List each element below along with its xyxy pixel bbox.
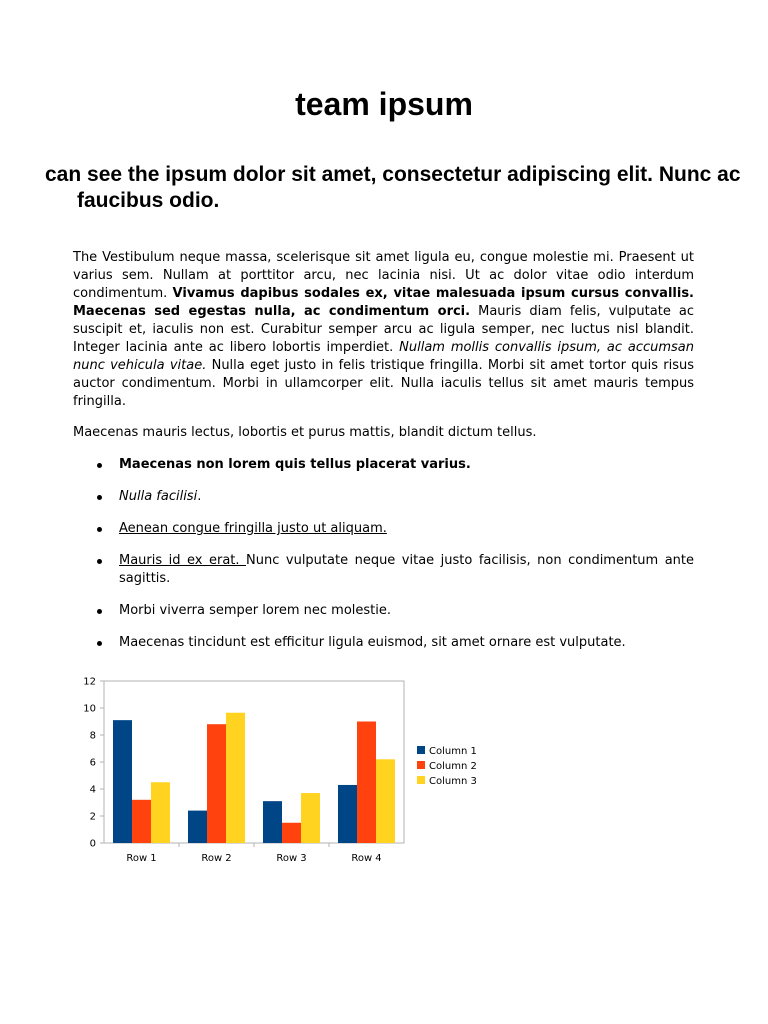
bar-4-2 (357, 722, 376, 844)
bar-4-1 (338, 785, 357, 843)
bullet-dot-icon (97, 609, 102, 614)
y-tick-label: 4 (89, 784, 96, 796)
bar-3-1 (263, 801, 282, 843)
paragraph-1-italic-text: Nullam mollis convallis ipsum, ac accumsan nunc vehicula vitae. (73, 340, 694, 373)
legend-swatch (417, 776, 425, 784)
x-category-label: Row 2 (201, 853, 232, 864)
y-tick-label: 6 (89, 757, 96, 769)
chart-bars (113, 713, 395, 843)
paragraph-1-text-c: Nulla eget justo in felis tristique fringilla. Morbi sit amet tortor quis risus auctor condimentum. Morbi in ullamcorper elit. Nulla iaculis tellus sit amet mauris tempus fringilla. (73, 358, 695, 409)
legend-label: Column 3 (429, 776, 477, 787)
bullet-2-italic-text: Nulla facilisi (119, 489, 198, 504)
bullet-3-underlined-text: Aenean congue fringilla justo ut aliquam. (119, 521, 387, 536)
bullet-item-2 (73, 488, 694, 506)
x-axis-labels (126, 843, 381, 864)
x-category-label: Row 3 (276, 853, 307, 864)
bullet-2-text: . (197, 489, 202, 504)
paragraph-1-text-b: Mauris diam felis, vulputate ac suscipit et, iaculis non est. Curabitur semper arcu ac ligula semper, nec luctus nisl blandit. Integer lacinia ante ac libero lobortis imperdiet. (73, 304, 694, 355)
bullet-item-6 (73, 634, 694, 652)
body-paragraph-2: Maecenas mauris lectus, lobortis et purus mattis, blandit dictum tellus. (73, 425, 537, 440)
x-category-label: Row 4 (351, 853, 382, 864)
bar-chart-svg (70, 670, 500, 870)
bullet-5-text: Morbi viverra semper lorem nec molestie. (119, 603, 392, 618)
bullet-dot-icon (97, 559, 102, 564)
bar-2-3 (226, 713, 245, 843)
bullet-dot-icon (97, 495, 102, 500)
section-heading: can see the ipsum dolor sit amet, consectetur adipiscing elit. Nunc ac faucibus odio. (45, 163, 741, 212)
bar-4-3 (376, 759, 395, 843)
bar-3-3 (301, 793, 320, 843)
bullet-item-4 (73, 552, 694, 588)
bullet-dot-icon (97, 463, 102, 468)
bullet-dot-icon (97, 527, 102, 532)
paragraph-1-bold-text: Vivamus dapibus sodales ex, vitae malesuada ipsum cursus convallis. Maecenas sed egestas nulla, ac condimentum orci. (73, 286, 694, 319)
y-tick-label: 10 (83, 703, 96, 715)
bullet-1-text: Maecenas non lorem quis tellus placerat varius. (119, 457, 471, 472)
x-category-label: Row 1 (126, 853, 157, 864)
bar-3-2 (282, 823, 301, 843)
y-tick-label: 2 (89, 811, 96, 823)
paragraph-1-text-a: The Vestibulum neque massa, scelerisque sit amet ligula eu, congue molestie mi. Praesent ut varius sem. Nullam at porttitor arcu, nec lacinia nisi. Ut ac dolor vitae odio interdum condimentum. (73, 250, 694, 301)
document-title: team ipsum (295, 86, 473, 122)
bar-2-2 (207, 724, 226, 843)
chart-legend (417, 746, 477, 787)
bar-chart (70, 670, 500, 870)
bar-2-1 (188, 811, 207, 843)
legend-label: Column 2 (429, 761, 477, 772)
bullet-list (73, 456, 694, 666)
legend-label: Column 1 (429, 746, 477, 757)
y-tick-label: 8 (89, 730, 96, 742)
bar-1-3 (151, 782, 170, 843)
bar-1-2 (132, 800, 151, 843)
legend-swatch (417, 761, 425, 769)
y-tick-label: 12 (83, 676, 96, 688)
bullet-6-text: Maecenas tincidunt est efficitur ligula euismod, sit amet ornare est vulputate. (119, 635, 626, 650)
legend-swatch (417, 746, 425, 754)
y-axis-ticks (83, 677, 104, 850)
bullet-4-underlined-text: Mauris id ex erat. (119, 553, 247, 568)
bullet-4-text: Nunc vulputate neque vitae justo facilisis, non condimentum ante sagittis. (119, 553, 695, 586)
bullet-dot-icon (97, 641, 102, 646)
bullet-item-3 (73, 520, 694, 538)
body-paragraph-1 (73, 249, 694, 411)
bullet-item-5 (73, 602, 694, 620)
y-tick-label: 0 (89, 838, 96, 850)
bar-1-1 (113, 720, 132, 843)
bullet-item-1 (73, 456, 694, 474)
